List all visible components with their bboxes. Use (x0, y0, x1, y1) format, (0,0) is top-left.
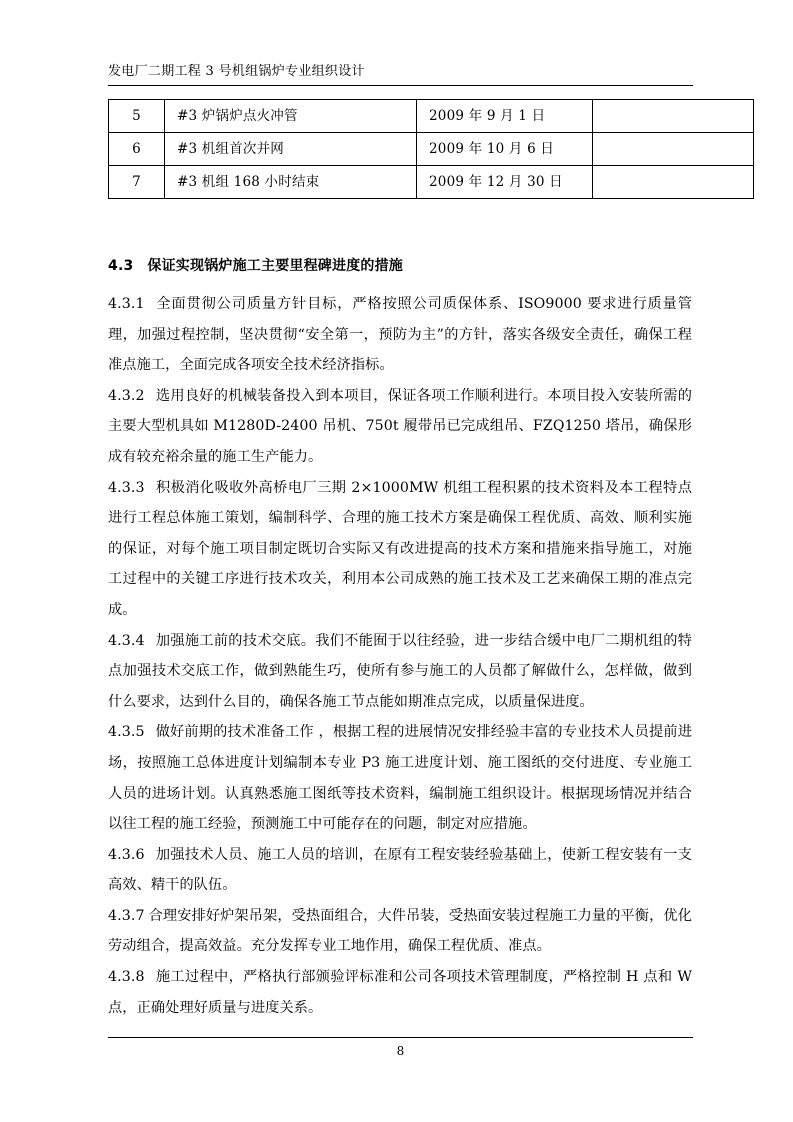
paragraph-4-3-3 (108, 473, 692, 626)
milestone-table-container (108, 99, 693, 199)
paragraph-4-3-2 (108, 381, 692, 473)
milestone-table (108, 99, 754, 199)
milestone-table-body (109, 100, 754, 199)
table-row (109, 100, 754, 133)
header-divider (108, 85, 693, 86)
running-header-text: 发电厂二期工程 3 号机组锅炉专业组织设计 (108, 64, 365, 79)
paragraph-text: 选用良好的机械装备投入到本项目，保证各项工作顺利进行。本项目投入安装所需的主要大型机具如 M1280D-2400 吊机、750t 履带吊已完成组吊、FZQ1250 塔吊，确保形成有较充裕余量的施工生产能力。 (108, 387, 692, 465)
table-row (109, 133, 754, 166)
cell-note (593, 166, 754, 199)
cell-no: 7 (109, 166, 165, 199)
paragraph-number: 4.3.3 (108, 479, 145, 496)
paragraph-text: 加强技术人员、施工人员的培训，在原有工程安装经验基础上，使新工程安装有一支高效、精干的队伍。 (108, 846, 692, 894)
table-row (109, 166, 754, 199)
cell-item: #3 炉锅炉点火冲管 (165, 100, 417, 133)
section-number: 4.3 (108, 258, 134, 274)
section-title: 保证实现锅炉施工主要里程碑进度的措施 (147, 258, 404, 274)
cell-date: 2009 年 10 月 6 日 (417, 133, 593, 166)
paragraph-4-3-5 (108, 717, 692, 839)
paragraph-number: 4.3.4 (108, 632, 145, 649)
paragraph-4-3-1 (108, 289, 692, 381)
section-heading (108, 255, 693, 277)
paragraph-4-3-7 (108, 901, 692, 962)
paragraph-number: 4.3.5 (108, 724, 145, 741)
paragraph-4-3-6 (108, 840, 692, 901)
cell-no: 5 (109, 100, 165, 133)
paragraph-text: 积极消化吸收外高桥电厂三期 2×1000MW 机组工程积累的技术资料及本工程特点进行工程总体施工策划，编制科学、合理的施工技术方案是确保工程优质、高效、顺利实施的保证，对每个施工项目制定既切合实际又有改进提高的技术方案和措施来指导施工，对施工过程中的关键工序进行技术攻关，利用本公司成熟的施工技术及工艺来确保工期的准点完成。 (108, 479, 692, 618)
cell-date: 2009 年 9 月 1 日 (417, 100, 593, 133)
paragraph-text: 合理安排好炉架吊架，受热面组合，大件吊装，受热面安装过程施工力量的平衡，优化劳动组合，提高效益。充分发挥专业工地作用，确保工程优质、准点。 (108, 907, 692, 955)
cell-item: #3 机组 168 小时结束 (165, 166, 417, 199)
page-number: 8 (396, 1044, 405, 1058)
running-header (108, 62, 693, 86)
body-content (108, 289, 692, 1023)
cell-item: #3 机组首次并网 (165, 133, 417, 166)
paragraph-number: 4.3.1 (108, 296, 145, 312)
paragraph-4-3-4 (108, 626, 692, 718)
paragraph-number: 4.3.7 (108, 907, 145, 924)
paragraph-text: 施工过程中，严格执行部颁验评标准和公司各项技术管理制度，严格控制 H 点和 W 点，正确处理好质量与进度关系。 (108, 969, 692, 1016)
paragraph-text: 全面贯彻公司质量方针目标，严格按照公司质保体系、ISO9000 要求进行质量管理，加强过程控制，坚决贯彻“安全第一，预防为主”的方针，落实各级安全责任，确保工程准点施工，全面完成各项安全技术经济指标。 (108, 296, 692, 374)
cell-note (593, 133, 754, 166)
paragraph-number: 4.3.8 (108, 969, 145, 986)
paragraph-text: 加强施工前的技术交底。我们不能囿于以往经验，进一步结合缓中电厂二期机组的特点加强技术交底工作，做到熟能生巧，使所有参与施工的人员都了解做什么，怎样做，做到什么要求，达到什么目的，确保各施工节点能如期准点完成，以质量保进度。 (108, 632, 692, 710)
cell-no: 6 (109, 133, 165, 166)
cell-note (593, 100, 754, 133)
paragraph-text: 做好前期的技术准备工作 ，根据工程的进展情况安排经验丰富的专业技术人员提前进场，按照施工总体进度计划编制本专业 P3 施工进度计划、施工图纸的交付进度、专业施工人员的进场计划。认真熟悉施工图纸等技术资料，编制施工组织设计。根据现场情况并结合以往工程的施工经验，预测施工中可能存在的问题，制定对应措施。 (108, 724, 692, 833)
paragraph-4-3-8 (108, 962, 692, 1023)
page-footer (108, 1037, 693, 1060)
paragraph-number: 4.3.2 (108, 387, 145, 404)
cell-date: 2009 年 12 月 30 日 (417, 166, 593, 199)
paragraph-number: 4.3.6 (108, 846, 145, 863)
